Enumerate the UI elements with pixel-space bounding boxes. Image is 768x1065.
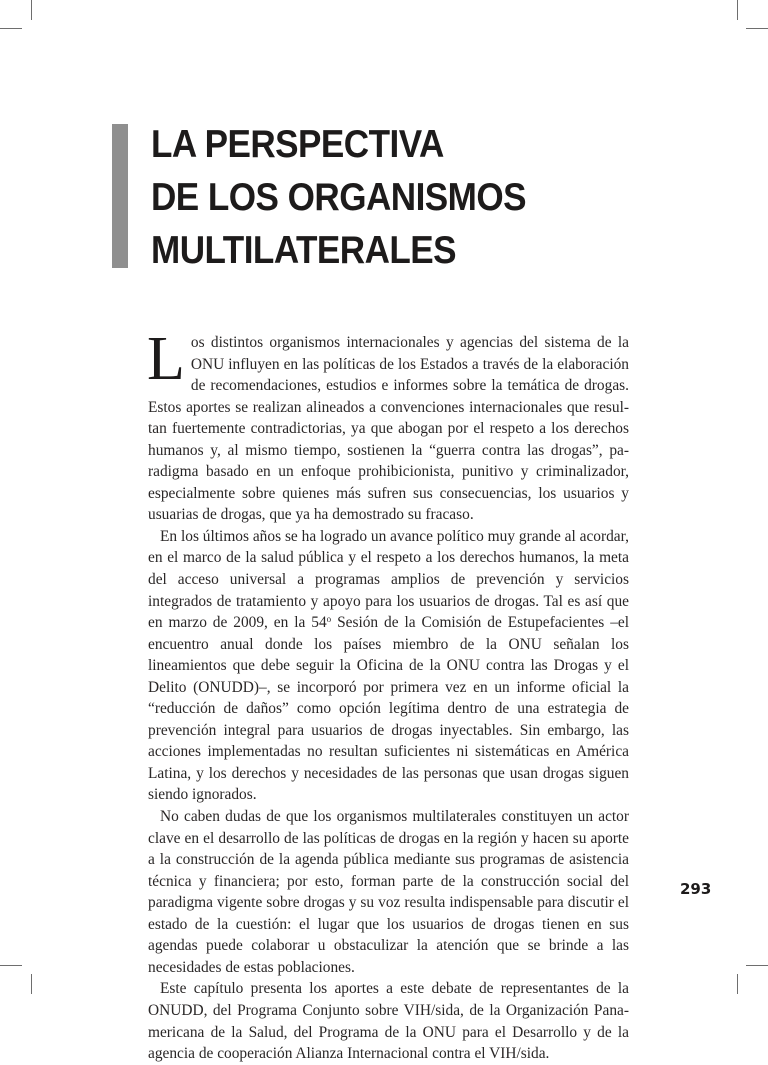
- page-number: 293: [680, 880, 712, 898]
- crop-mark-bottom-left-vertical: [31, 974, 32, 994]
- crop-mark-top-right-horizontal: [746, 28, 768, 29]
- paragraph-text: Este capítulo presenta los aportes a este debate de representantes de la ONUDD, del Programa Conjunto sobre VIH/sida, de la Organización Panamericana de la Salud, del Programa de la ONU para el Desarrollo y de la agencia de cooperación Alianza Internacional contra el VIH/sida.: [148, 980, 629, 1063]
- chapter-title: [151, 118, 526, 277]
- crop-mark-top-left-horizontal: [0, 28, 22, 29]
- crop-mark-top-left-vertical: [31, 0, 32, 20]
- crop-mark-top-right-vertical: [737, 0, 738, 20]
- ordinal-indicator: o: [326, 614, 332, 625]
- paragraph-text: Sesión de la Comisión de Estupefacientes –el encuentro anual donde los países miembro de la ONU señalan los lineamientos que debe seguir la Oficina de la ONU contra las Drogas y el Delito (ONUDD)–, se incorporó por primera vez en un informe oficial la “reducción de daños” como opción legítima dentro de una estrategia de prevención integral para usuarios de drogas inyectables. Sin embargo, las acciones implementadas no resultan suficientes ni sistemáticas en América Latina, y los derechos y necesidades de las personas que usan drogas siguen siendo ignorados.: [148, 614, 630, 804]
- paragraph: [148, 526, 629, 806]
- paragraph: [148, 978, 629, 1064]
- chapter-title-line: LA PERSPECTIVA: [151, 123, 444, 166]
- paragraph-text: No caben dudas de que los organismos multilaterales constituyen un actor clave en el desarrollo de las políticas de drogas en la región y hacen su aporte a la construcción de la agenda pública mediante sus programas de asistencia técnica y financiera; por esto, forman parte de la construcción social del paradigma vigente sobre drogas y su voz resulta indispensable para discutir el estado de la cuestión: el lugar que los usuarios de drogas tienen en sus agendas puede colaborar u obstaculizar la atención que se brinde a las necesidades de estas poblaciones.: [148, 808, 629, 976]
- crop-mark-bottom-right-vertical: [737, 974, 738, 994]
- body-text: [147, 325, 630, 1065]
- chapter-title-line: DE LOS ORGANISMOS: [151, 176, 527, 219]
- paragraph-text: os distintos organismos internacionales y agencias del sistema de la ONU influyen en las políticas de los Estados a través de la elaboración de recomendaciones, estudios e informes sobre la temática de drogas. Estos aportes se realizan alineados a convenciones internacionales que resultan fuertemente contradictorias, ya que abogan por el respeto a los derechos humanos y, al mismo tiempo, sostienen la “guerra contra las drogas”, paradigma basado en un enfoque prohibicionista, punitivo y criminalizador, especialmente sobre quienes más sufren sus consecuencias, los usuarios y usuarias de drogas, que ya ha demostrado su fracaso.: [148, 334, 629, 524]
- paragraph: [147, 325, 629, 526]
- paragraph-text: En los últimos años se ha logrado un avance político muy grande al acordar, en el marco de la salud pública y el respeto a los derechos humanos, la meta del acceso universal a programas amplios de prevención y servicios integrados de tratamiento y apoyo para los usuarios de drogas. Tal es así que en marzo de 2009, en la 54: [148, 527, 629, 632]
- crop-mark-bottom-left-horizontal: [0, 965, 22, 966]
- crop-mark-bottom-right-horizontal: [746, 965, 768, 966]
- drop-cap: L: [147, 325, 185, 393]
- chapter-title-line: MULTILATERALES: [151, 229, 457, 272]
- chapter-accent-bar: [112, 124, 128, 268]
- paragraph: [148, 806, 629, 978]
